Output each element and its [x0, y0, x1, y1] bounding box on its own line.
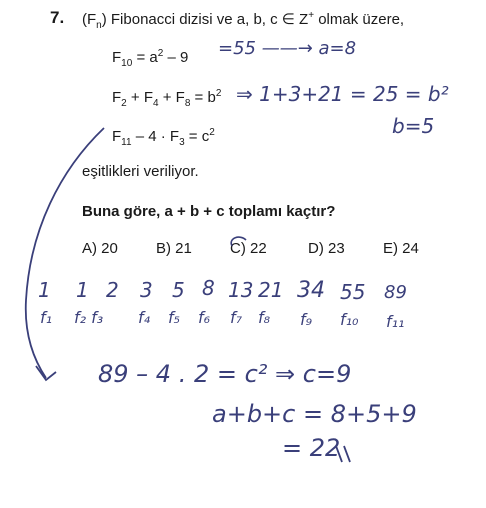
given-text: eşitlikleri veriliyor.: [82, 163, 199, 180]
result-double-underline-icon: [336, 446, 350, 462]
fib-value: 13: [228, 278, 254, 302]
fib-label: f₉: [300, 310, 313, 329]
question-prompt: Buna göre, a + b + c toplamı kaçtır?: [82, 203, 336, 220]
answer-circle-icon: [231, 237, 246, 246]
fib-label: f₈: [258, 308, 271, 327]
fib-value: 3: [140, 278, 153, 302]
handwritten-sum-line: a+b+c = 8+5+9: [212, 400, 417, 428]
option-b[interactable]: B) 21: [156, 240, 192, 257]
handwritten-b-value: b=5: [392, 114, 435, 138]
fib-label: f₄: [138, 308, 151, 327]
curved-arrow-icon: [26, 128, 104, 378]
fib-label: f₁: [40, 308, 53, 327]
fib-value: 1: [76, 278, 89, 302]
fib-value: 2: [106, 278, 119, 302]
fib-value: 1: [38, 278, 51, 302]
handwritten-result-line: = 22: [282, 434, 341, 462]
fib-label: f₁₀: [340, 310, 359, 329]
equation-b-squared: $F_2 + F_4 + F_8 = b^2$: [112, 88, 222, 109]
fib-label: f₇: [230, 308, 243, 327]
fib-value: 55: [340, 280, 366, 304]
fib-value: 8: [202, 276, 215, 300]
question-number: 7.: [50, 8, 65, 27]
fib-label: f₆: [198, 308, 211, 327]
fib-label: f₅: [168, 308, 181, 327]
option-d[interactable]: D) 23: [308, 240, 345, 257]
option-a[interactable]: A) 20: [82, 240, 118, 257]
fib-label: f₁₁: [386, 312, 405, 331]
handwritten-eq2-note: ⇒ 1+3+21 = 25 = b²: [236, 82, 449, 106]
equation-f10: $F_{10} = a^2 - 9$: [112, 48, 189, 69]
fib-value: 34: [297, 278, 325, 303]
fib-label: f₂ f₃: [74, 308, 104, 327]
option-c[interactable]: C) 22: [230, 240, 267, 257]
fib-value: 21: [258, 278, 284, 302]
option-e[interactable]: E) 24: [383, 240, 419, 257]
fib-value: 5: [172, 278, 185, 302]
question-intro: $(F_n)$ Fibonacci dizisi ve a, b, c ∈ Z+ olmak üzere,: [82, 10, 405, 31]
equation-c-squared: $F_{11} - 4 \cdot F_3 = c^2$: [112, 127, 215, 148]
fib-value: 89: [384, 282, 407, 303]
handwritten-eq1-note: =55 ——→ a=8: [218, 38, 357, 59]
handwritten-calc-line: 89 – 4 . 2 = c² ⇒ c=9: [98, 360, 352, 388]
